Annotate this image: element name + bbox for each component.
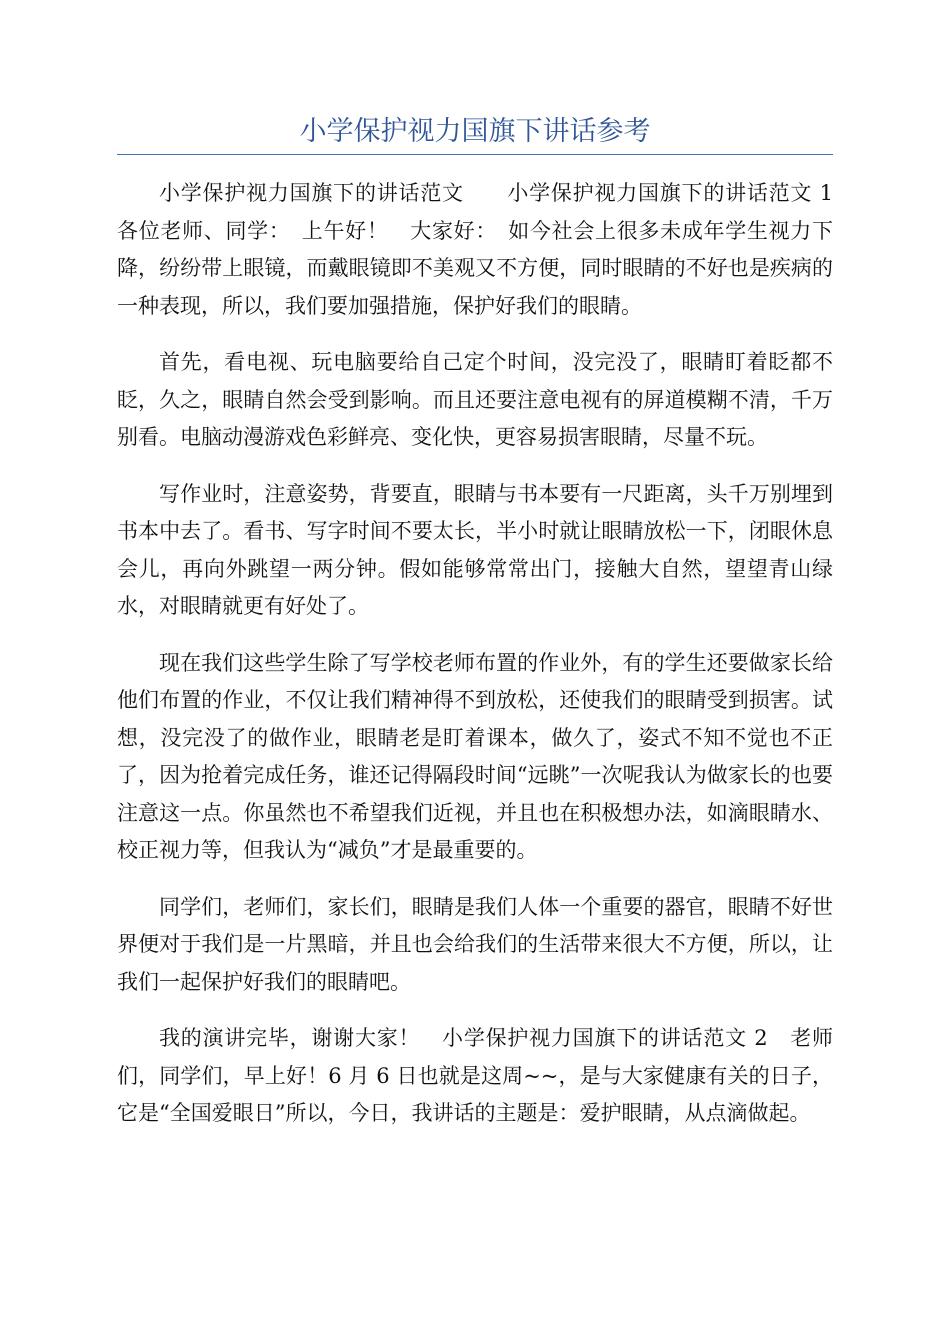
title-underline [117,154,833,155]
paragraph-4: 现在我们这些学生除了写学校老师布置的作业外，有的学生还要做家长给他们布置的作业，不仅让我们精神得不到放松，还使我们的眼睛受到损害。试想，没完没了的做作业，眼睛老是盯着课本，做久了，姿式不知不觉也不正了，因为抢着完成任务，谁还记得隔段时间“远眺”一次呢我认为做家长的也要注意这一点。你虽然也不希望我们近视，并且也在积极想办法，如滴眼睛水、校正视力等，但我认为“减负”才是最重要的。 [117,650,833,862]
paragraph-6: 我的演讲完毕，谢谢大家！ 小学保护视力国旗下的讲话范文 2 老师们，同学们，早上好！6 月 6 日也就是这周~~，是与大家健康有关的日子，它是“全国爱眼日”所以，今日，我讲话的主题是：爱护眼睛，从点滴做起。 [117,1026,833,1125]
document-body [117,175,854,1152]
paragraph-2: 首先，看电视、玩电脑要给自己定个时间，没完没了，眼睛盯着眨都不眨，久之，眼睛自然会受到影响。而且还要注意电视有的屏道模糊不清，千万别看。电脑动漫游戏色彩鲜亮、变化快，更容易损害眼睛，尽量不玩。 [117,350,833,449]
paragraph-3: 写作业时，注意姿势，背要直，眼睛与书本要有一尺距离，头千万别埋到书本中去了。看书、写字时间不要太长，半小时就让眼睛放松一下，闭眼休息会儿，再向外跳望一两分钟。假如能够常常出门，接触大自然，望望青山绿水，对眼睛就更有好处了。 [117,481,833,618]
paragraph-1: 小学保护视力国旗下的讲话范文 小学保护视力国旗下的讲话范文 1 各位老师、同学： 上午好！ 大家好： 如今社会上很多未成年学生视力下降，纷纷带上眼镜，而戴眼镜即不美观又不方便，同时眼睛的不好也是疾病的一种表现，所以，我们要加强措施，保护好我们的眼睛。 [117,181,854,318]
paragraph-5: 同学们，老师们，家长们，眼睛是我们人体一个重要的器官，眼睛不好世界便对于我们是一片黑暗，并且也会给我们的生活带来很大不方便，所以，让我们一起保护好我们的眼睛吧。 [117,894,833,994]
document-title: 小学保护视力国旗下讲话参考 [299,116,651,147]
